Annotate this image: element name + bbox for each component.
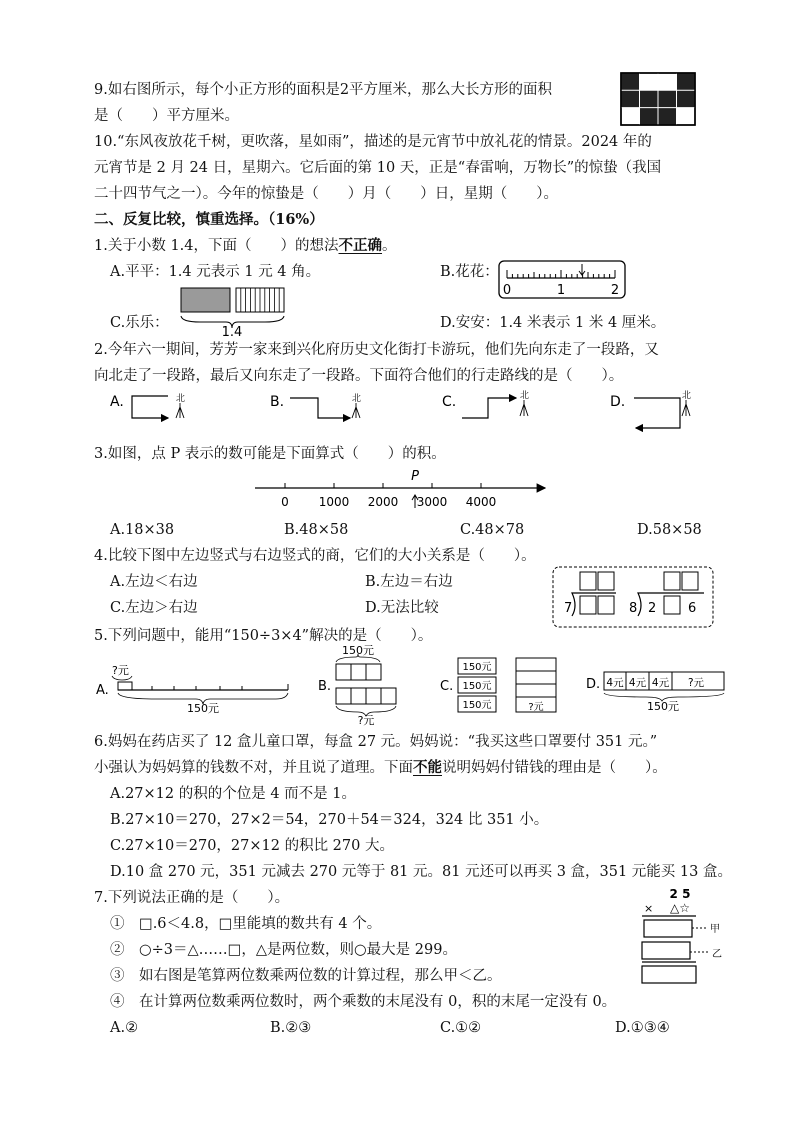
s4-division-figure (552, 566, 714, 628)
route-c-label: C. (442, 394, 457, 410)
s4-stem: 4.比较下图中左边竖式与右边竖式的商，它们的大小关系是（ ）。 (94, 548, 536, 564)
svg-text:北: 北 (352, 394, 362, 404)
dividend-box (598, 596, 614, 614)
s5-stem: 5.下列问题中，能用“150÷3×4”解决的是（ ）。 (94, 628, 433, 644)
svg-text:150元: 150元 (462, 681, 492, 692)
svg-text:?元: ?元 (357, 714, 375, 727)
q9-line1: 9.如右图所示，每个小正方形的面积是2平方厘米，那么大长方形的面积 (94, 82, 553, 98)
route-b-label: B. (270, 394, 285, 410)
s1-option-d: D.安安：1.4 米表示 1 米 4 厘米。 (440, 315, 666, 331)
grid-square (658, 108, 677, 125)
svg-text:150元: 150元 (342, 644, 374, 657)
right-divisor: 8 (629, 601, 638, 616)
svg-text:D.: D. (586, 677, 601, 692)
s7-item-2: ② ○÷3＝△……□，△是两位数，则○最大是 299。 (110, 942, 457, 958)
svg-text:150元: 150元 (462, 700, 492, 711)
s5-option-c-figure (440, 656, 570, 718)
s7-option-c: C.①② (440, 1020, 482, 1036)
s7-multiplication-figure (640, 886, 724, 992)
s1-ruler (498, 260, 626, 300)
q10-line1: 10.“东风夜放花千树，更吹落，星如雨”，描述的是元宵节中放礼花的情景。2024 年的 (94, 134, 652, 150)
svg-text:150元: 150元 (187, 702, 219, 715)
s1-blocks-figure (180, 286, 290, 338)
s6-line2: 小强认为妈妈算的钱数不对，并且说了道理。下面不能说明妈妈付错钱的理由是（ ）。 (94, 759, 667, 776)
s4-option-d: D.无法比较 (365, 600, 439, 616)
svg-text:4元: 4元 (651, 677, 670, 689)
q10-line2: 元宵节是 2 月 24 日，星期六。它后面的第 10 天，正是“春雷响，万物长”的惊蛰（我国 (94, 160, 662, 176)
s3-option-d: D.58×58 (637, 522, 702, 538)
q10-line3: 二十四节气之一）。今年的惊蛰是（ ）月（ ）日，星期（ ）。 (94, 186, 558, 202)
route-b (290, 398, 350, 418)
quotient-box (598, 572, 614, 590)
product-box (642, 966, 696, 983)
dividend-box (664, 596, 680, 614)
svg-text:4元: 4元 (606, 677, 624, 689)
svg-text:B.: B. (318, 679, 332, 694)
s2-routes-figure (110, 388, 710, 438)
s2-line2: 向北走了一段路，最后又向东走了一段路。下面符合他们的行走路线的是（ ）。 (94, 368, 624, 384)
s7-item-1: ① □.6＜4.8，□里能填的数共有 4 个。 (110, 916, 382, 932)
s4-option-b: B.左边＝右边 (365, 574, 453, 590)
grid-square (640, 90, 659, 107)
svg-text:乙: 乙 (712, 949, 722, 960)
route-c (462, 398, 516, 418)
svg-text:?元: ?元 (112, 664, 129, 677)
left-divisor: 7 (564, 601, 573, 616)
s3-number-line (255, 470, 555, 514)
svg-text:△☆: △☆ (670, 901, 690, 915)
section-title: 二、反复比较，慎重选择。（16%） (94, 211, 324, 228)
whole-block (181, 288, 230, 312)
s7-item-3: ③ 如右图是笔算两位数乘两位数的计算过程，那么甲＜乙。 (110, 968, 502, 984)
s5-option-b-figure (318, 644, 418, 726)
s3-option-b: B.48×58 (284, 522, 349, 538)
s1-stem: 1.关于小数 1.4，下面（ ）的想法不正确。 (94, 237, 397, 254)
s6-option-a: A.27×12 的积的个位是 4 而不是 1。 (110, 786, 357, 802)
partial-product-yi (642, 942, 690, 959)
grid-square (677, 73, 696, 90)
point-p-label: P (411, 469, 419, 484)
s1-option-a: A.平平：1.4 元表示 1 元 4 角。 (110, 264, 321, 280)
number-line-label: 4000 (465, 495, 497, 509)
number-line-label: 0 (281, 495, 289, 509)
route-a (132, 396, 168, 418)
quotient-box (580, 572, 596, 590)
quotient-box (682, 572, 698, 590)
s3-stem: 3.如图，点 P 表示的数可能是下面算式（ ）的积。 (94, 446, 446, 462)
svg-text:4元: 4元 (628, 677, 647, 689)
svg-text:2 5: 2 5 (669, 887, 691, 901)
s2-line1: 2.今年六一期间，芳芳一家来到兴化府历史文化街打卡游玩，他们先向东走了一段路，又 (94, 342, 659, 358)
s6-option-d: D.10 盒 270 元，351 元减去 270 元等于 81 元。81 元还可以再买 3 盒，351 元能买 13 盒。 (110, 864, 732, 880)
svg-text:北: 北 (176, 394, 186, 404)
right-digit-2: 6 (688, 601, 697, 616)
s7-option-a: A.② (110, 1020, 139, 1036)
grid-square (677, 90, 696, 107)
svg-text:北: 北 (520, 391, 530, 401)
blocks-label: 1.4 (221, 325, 243, 340)
svg-text:?元: ?元 (687, 677, 705, 689)
route-d (634, 398, 680, 428)
svg-text:北: 北 (682, 391, 692, 401)
s6-line1: 6.妈妈在药店买了 12 盒儿童口罩，每盒 27 元。妈妈说：“我买这些口罩要付 351 元。” (94, 734, 658, 750)
s1-option-c: C.乐乐： (110, 315, 169, 331)
s7-option-d: D.①③④ (615, 1020, 670, 1036)
s7-option-b: B.②③ (270, 1020, 312, 1036)
quotient-box (664, 572, 680, 590)
grid-square (658, 90, 677, 107)
svg-text:150元: 150元 (647, 700, 679, 713)
partial-product-jia (644, 920, 692, 937)
s6-option-c: C.27×10＝270，27×12 的积比 270 大。 (110, 838, 394, 854)
q9-grid-figure (620, 72, 696, 126)
dividend-box (580, 596, 596, 614)
grid-square (621, 73, 640, 90)
s3-option-a: A.18×38 (110, 522, 175, 538)
s5-option-a-figure (96, 664, 296, 714)
ruler-label-0: 0 (502, 283, 512, 298)
number-line-label: 2000 (367, 495, 399, 509)
s4-option-c: C.左边＞右边 (110, 600, 198, 616)
grid-square (621, 90, 640, 107)
s7-stem: 7.下列说法正确的是（ ）。 (94, 890, 290, 906)
s1-option-b: B.花花： (440, 264, 499, 280)
route-d-label: D. (610, 394, 626, 410)
grid-square (640, 108, 659, 125)
svg-text:C.: C. (440, 679, 454, 694)
s5-option-d-figure (586, 666, 726, 712)
number-line-label: 3000 (416, 495, 448, 509)
svg-text:?元: ?元 (528, 702, 544, 713)
s4-option-a: A.左边＜右边 (110, 574, 198, 590)
s7-item-4: ④ 在计算两位数乘两位数时，两个乘数的末尾没有 0，积的末尾一定没有 0。 (110, 994, 617, 1010)
route-a-label: A. (110, 394, 124, 410)
s6-option-b: B.27×10＝270，27×2＝54，270＋54＝324，324 比 351 小。 (110, 812, 549, 828)
ruler-label-1: 1 (556, 283, 566, 298)
svg-text:甲: 甲 (710, 924, 720, 935)
right-digit-1: 2 (648, 601, 657, 616)
svg-text:150元: 150元 (462, 662, 492, 673)
q9-line2: 是（ ）平方厘米。 (94, 108, 239, 124)
s3-option-c: C.48×78 (460, 522, 525, 538)
ruler-label-2: 2 (610, 283, 620, 298)
number-line-label: 1000 (318, 495, 350, 509)
svg-text:×: × (644, 902, 654, 915)
svg-text:A.: A. (96, 683, 109, 698)
